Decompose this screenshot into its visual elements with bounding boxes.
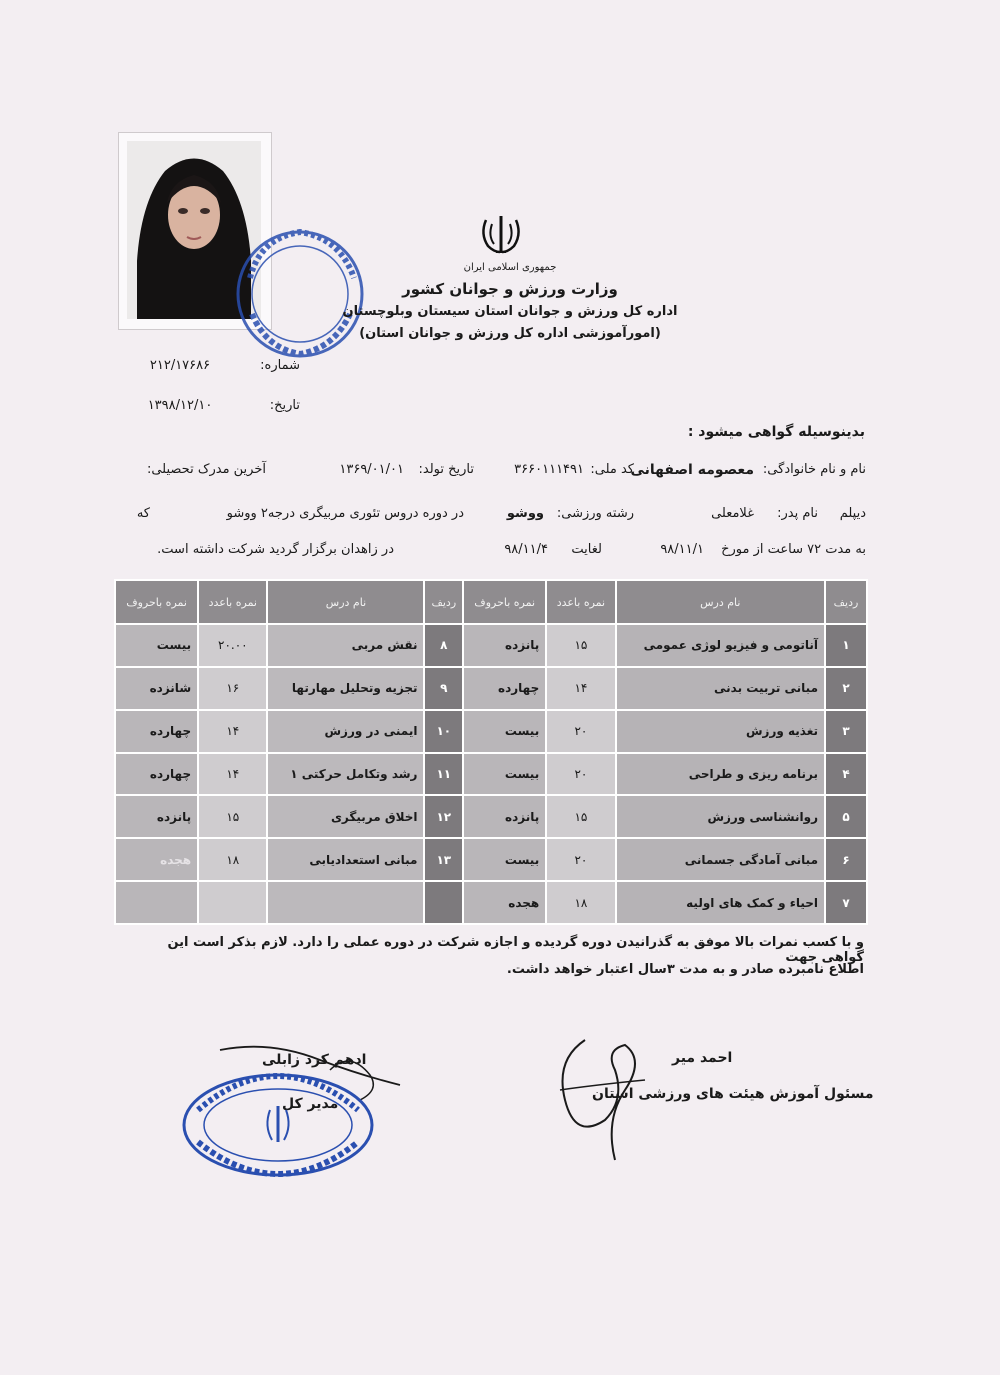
- grade-word: چهارده: [115, 753, 198, 796]
- row-index: ۲: [825, 667, 867, 710]
- course-name: ایمنی در ورزش: [267, 710, 424, 753]
- course-name: نقش مربی: [267, 624, 424, 667]
- course-name: برنامه ریزی و طراحی: [616, 753, 825, 796]
- grade-word: هجده: [115, 838, 198, 881]
- number-value: ۲۱۲/۱۷۶۸۶: [149, 358, 211, 373]
- course-name: مبانی آمادگی جسمانی: [616, 838, 825, 881]
- iran-emblem-icon: [478, 214, 524, 256]
- grade-word: بیست: [463, 838, 546, 881]
- name-value: معصومه اصفهانی: [630, 462, 754, 478]
- header-country: جمهوری اسلامی ایران: [463, 262, 557, 273]
- father-value: غلامعلی: [711, 506, 754, 521]
- grade-number: ۲۰: [546, 710, 615, 753]
- course-name: تجزیه وتحلیل مهارتها: [267, 667, 424, 710]
- row-index: ۹: [424, 667, 463, 710]
- row-index: ۵: [825, 795, 867, 838]
- grade-number: ۱۸: [198, 838, 267, 881]
- education-value: دیپلم: [839, 506, 866, 521]
- number-label: شماره:: [260, 358, 300, 373]
- header-ministry: وزارت ورزش و جوانان کشور: [402, 280, 618, 298]
- date-value: ۱۳۹۸/۱۲/۱۰: [147, 398, 213, 413]
- grade-word: پانزده: [463, 624, 546, 667]
- grade-word: شانزده: [115, 667, 198, 710]
- grade-number: ۱۵: [546, 795, 615, 838]
- table-header-cell: نمره باعدد: [198, 580, 267, 624]
- course-name: [267, 881, 424, 924]
- course-that: که: [136, 506, 150, 521]
- table-header-cell: ردیف: [825, 580, 867, 624]
- birth-date-label: تاریخ تولد:: [418, 462, 474, 477]
- grade-number: ۱۸: [546, 881, 615, 924]
- person-line-2: [110, 506, 866, 528]
- person-line-1: [110, 462, 866, 484]
- education-label: آخرین مدرک تحصیلی:: [146, 462, 266, 477]
- course-until-label: لغایت: [571, 542, 602, 557]
- header-office: اداره کل ورزش و جوانان استان سیستان وبلوچستان: [342, 304, 678, 319]
- grade-number: ۱۴: [546, 667, 615, 710]
- national-id-value: ۳۶۶۰۱۱۱۴۹۱: [514, 462, 584, 477]
- row-index: ۸: [424, 624, 463, 667]
- course-name: مبانی استعدادیابی: [267, 838, 424, 881]
- official-seal-icon: [178, 1070, 378, 1180]
- course-name: اخلاق مربیگری: [267, 795, 424, 838]
- grade-word: [115, 881, 198, 924]
- table-header-cell: نمره باعدد: [546, 580, 615, 624]
- row-index: ۳: [825, 710, 867, 753]
- grades-table: [114, 579, 868, 925]
- grade-number: ۱۴: [198, 753, 267, 796]
- grade-number: ۱۵: [546, 624, 615, 667]
- course-name: تغذیه ورزش: [616, 710, 825, 753]
- row-index: ۱: [825, 624, 867, 667]
- row-index: ۶: [825, 838, 867, 881]
- father-label: نام پدر:: [777, 506, 818, 521]
- grade-word: چهارده: [463, 667, 546, 710]
- table-header-cell: نام درس: [267, 580, 424, 624]
- grade-word: چهارده: [115, 710, 198, 753]
- sport-label: رشته ورزشی:: [556, 506, 634, 521]
- course-until: ۹۸/۱۱/۴: [504, 542, 548, 557]
- table-header-cell: نمره باحروف: [115, 580, 198, 624]
- table-row: [115, 624, 867, 667]
- grade-number: [198, 881, 267, 924]
- closing-line-1: و با کسب نمرات بالا موفق به گذرانیدن دوره گردیده و اجازه شرکت در دوره عملی را دارد. لازم بذکر است این گواهی جهت: [167, 935, 864, 965]
- closing-line-2: اطلاع نامبرده صادر و به مدت ۳سال اعتبار خواهد داشت.: [506, 962, 864, 977]
- course-place: در زاهدان برگزار گردید شرکت داشته است.: [157, 542, 394, 557]
- course-name: روانشناسی ورزش: [616, 795, 825, 838]
- grade-number: ۱۵: [198, 795, 267, 838]
- date-label: تاریخ:: [269, 398, 300, 413]
- course-text: در دوره دروس تئوری مربیگری درجه۲ ووشو: [226, 506, 464, 521]
- course-name: مبانی تربیت بدنی: [616, 667, 825, 710]
- course-name: رشد وتکامل حرکتی ۱: [267, 753, 424, 796]
- row-index: ۷: [825, 881, 867, 924]
- grade-number: ۲۰: [546, 753, 615, 796]
- grade-word: پانزده: [463, 795, 546, 838]
- grade-number: ۱۶: [198, 667, 267, 710]
- grade-number: ۲۰.۰۰: [198, 624, 267, 667]
- certificate-intro: بدینوسیله گواهی میشود :: [687, 424, 865, 440]
- table-row: [115, 710, 867, 753]
- grade-number: ۱۴: [198, 710, 267, 753]
- row-index: [424, 881, 463, 924]
- birth-date-value: ۱۳۶۹/۰۱/۰۱: [339, 462, 404, 477]
- right-signer-name: احمد میر: [672, 1050, 733, 1066]
- course-name: آناتومی و فیزیو لوژی عمومی: [616, 624, 825, 667]
- grade-word: بیست: [463, 753, 546, 796]
- course-duration: به مدت ۷۲ ساعت از مورخ: [721, 542, 866, 557]
- grade-number: ۲۰: [546, 838, 615, 881]
- table-header-cell: نمره باحروف: [463, 580, 546, 624]
- row-index: ۱۳: [424, 838, 463, 881]
- table-row: [115, 795, 867, 838]
- table-header-cell: ردیف: [424, 580, 463, 624]
- grade-word: هجده: [463, 881, 546, 924]
- table-row: [115, 881, 867, 924]
- left-signer-name: ادهم کرد زابلی: [262, 1052, 367, 1068]
- table-row: [115, 753, 867, 796]
- row-index: ۱۰: [424, 710, 463, 753]
- name-label: نام و نام خانوادگی:: [762, 462, 866, 477]
- header-unit: (امورآموزشی اداره کل ورزش و جوانان استان): [359, 326, 661, 341]
- table-header-cell: نام درس: [616, 580, 825, 624]
- national-id-label: کد ملی:: [590, 462, 634, 477]
- table-row: [115, 838, 867, 881]
- course-name: احیاء و کمک های اولیه: [616, 881, 825, 924]
- row-index: ۱۲: [424, 795, 463, 838]
- grade-word: بیست: [463, 710, 546, 753]
- grade-word: پانزده: [115, 795, 198, 838]
- table-header-row: [115, 580, 867, 624]
- row-index: ۱۱: [424, 753, 463, 796]
- course-from: ۹۸/۱۱/۱: [660, 542, 704, 557]
- sport-value: ووشو: [506, 506, 544, 521]
- row-index: ۴: [825, 753, 867, 796]
- grade-word: بیست: [115, 624, 198, 667]
- left-signer-title: مدیر کل: [282, 1096, 339, 1112]
- right-signer-title: مسئول آموزش هیئت های ورزشی استان: [592, 1086, 874, 1102]
- course-line: [110, 542, 866, 564]
- table-row: [115, 667, 867, 710]
